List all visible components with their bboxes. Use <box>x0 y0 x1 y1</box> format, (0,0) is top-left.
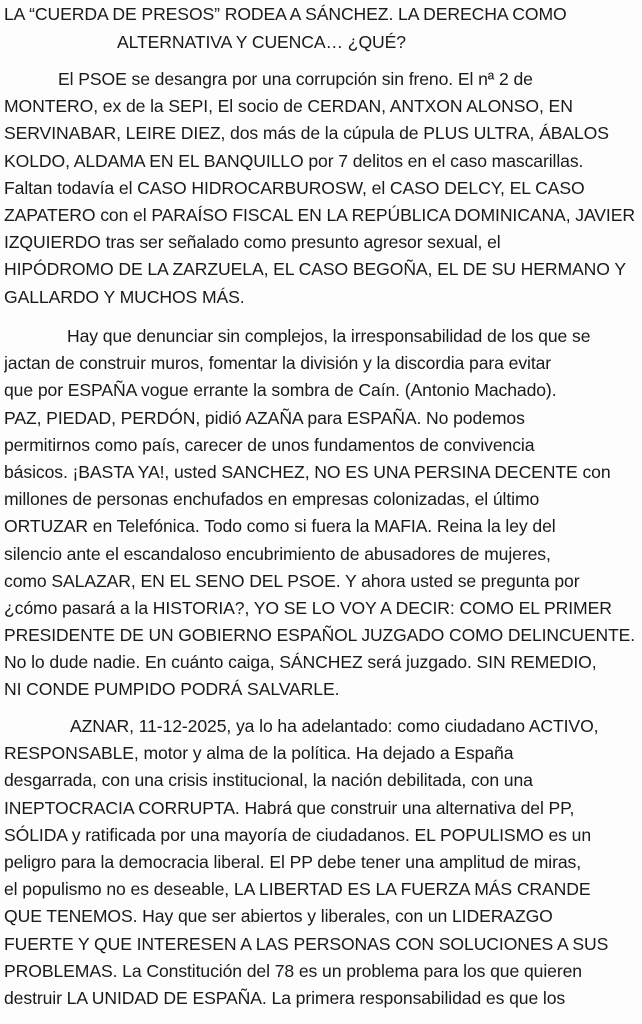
text-line: HIPÓDROMO DE LA ZARZUELA, EL CASO BEGOÑA, EL DE SU HERMANO Y <box>4 259 626 280</box>
title-line-2: ALTERNATIVA Y CUENCA… ¿QUÉ? <box>117 32 406 52</box>
paragraph-2 <box>4 323 638 704</box>
text-line: básicos. ¡BASTA YA!, usted SANCHEZ, NO ES UNA PERSINA DECENTE con <box>4 461 611 482</box>
text-line: silencio ante el escandaloso encubrimiento de abusadores de mujeres, <box>4 543 551 564</box>
text-line: PAZ, PIEDAD, PERDÓN, pidió AZAÑA para ESPAÑA. No podemos <box>4 407 525 428</box>
text-line: peligro para la democracia liberal. El PP debe tener una amplitud de miras, <box>4 851 582 872</box>
text-line: AZNAR, 11-12-2025, ya lo ha adelantado: como ciudadano ACTIVO, <box>70 716 599 736</box>
text-line: millones de personas enchufados en empresas colonizadas, el último <box>4 489 540 510</box>
title-line-1: LA “CUERDA DE PRESOS” RODEA A SÁNCHEZ. LA DERECHA COMO <box>4 4 567 24</box>
text-line: RESPONSABLE, motor y alma de la política. Ha dejado a España <box>4 743 514 764</box>
text-line: destruir LA UNIDAD DE ESPAÑA. La primera responsabilidad es que los <box>4 987 566 1008</box>
text-line: Faltan todavía el CASO HIDROCARBUROSW, el CASO DELCY, EL CASO <box>4 177 585 198</box>
text-line: como SALAZAR, EN EL SENO DEL PSOE. Y ahora usted se pregunta por <box>4 570 580 591</box>
text-line: PRESIDENTE DE UN GOBIERNO ESPAÑOL JUZGADO COMO DELINCUENTE. <box>4 625 635 646</box>
text-line: ORTUZAR en Telefónica. Todo como si fuera la MAFIA. Reina la ley del <box>4 516 556 537</box>
text-line: NI CONDE PUMPIDO PODRÁ SALVARLE. <box>4 679 340 700</box>
text-line: Hay que denunciar sin complejos, la irresponsabilidad de los que se <box>67 326 591 346</box>
text-line: El PSOE se desangra por una corrupción sin freno. El nª 2 de <box>58 69 533 89</box>
text-line: No lo dude nadie. En cuánto caiga, SÁNCHEZ será juzgado. SIN REMEDIO, <box>4 652 597 673</box>
text-line: QUE TENEMOS. Hay que ser abiertos y liberales, con un LIDERAZGO <box>4 906 553 927</box>
paragraph-3 <box>4 713 638 1012</box>
paragraph-1 <box>4 66 638 311</box>
text-line: ¿cómo pasará a la HISTORIA?, YO SE LO VOY A DECIR: COMO EL PRIMER <box>4 597 612 618</box>
document-title <box>4 0 636 56</box>
text-line: INEPTOCRACIA CORRUPTA. Habrá que construir una alternativa del PP, <box>4 797 575 818</box>
text-line: FUERTE Y QUE INTERESEN A LAS PERSONAS CON SOLUCIONES A SUS <box>4 933 609 954</box>
text-line: SÓLIDA y ratificada por una mayoría de ciudadanos. EL POPULISMO es un <box>4 824 592 845</box>
text-line: KOLDO, ALDAMA EN EL BANQUILLO por 7 delitos en el caso mascarillas. <box>4 150 584 171</box>
text-line: jactan de construir muros, fomentar la división y la discordia para evitar <box>4 353 552 374</box>
text-line: PROBLEMAS. La Constitución del 78 es un problema para los que quieren <box>4 960 582 981</box>
text-line: ZAPATERO con el PARAÍSO FISCAL EN LA REPÚBLICA DOMINICANA, JAVIER <box>4 204 635 225</box>
text-line: GALLARDO Y MUCHOS MÁS. <box>4 286 245 307</box>
text-line: que por ESPAÑA vogue errante la sombra de Caín. (Antonio Machado). <box>4 380 557 401</box>
text-line: IZQUIERDO tras ser señalado como presunto agresor sexual, el <box>4 232 501 253</box>
text-line: permitirnos como país, carecer de unos fundamentos de convivencia <box>4 434 535 455</box>
text-line: desgarrada, con una crisis institucional, la nación debilitada, con una <box>4 770 533 791</box>
text-line: MONTERO, ex de la SEPI, El socio de CERDAN, ANTXON ALONSO, EN <box>4 96 573 117</box>
text-line: el populismo no es deseable, LA LIBERTAD ES LA FUERZA MÁS CRANDE <box>4 879 591 900</box>
text-line: SERVINABAR, LEIRE DIEZ, dos más de la cúpula de PLUS ULTRA, ÁBALOS <box>4 123 609 144</box>
